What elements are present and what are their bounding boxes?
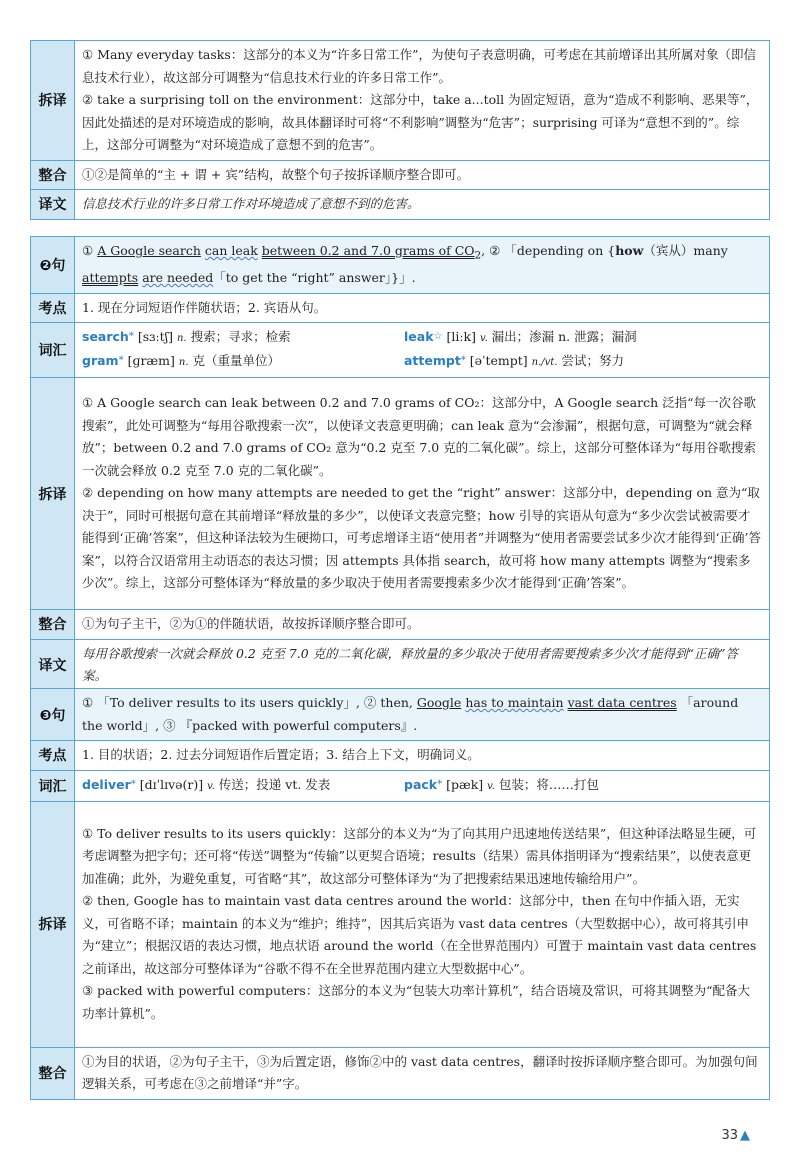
subject: Google — [416, 695, 462, 710]
predicate: can leak — [204, 243, 258, 258]
row-label-zhenghe: 整合 — [31, 610, 75, 640]
sentence-3 — [75, 689, 770, 741]
subject: A Google search — [97, 243, 201, 258]
chaiyi-part-1: ① Many everyday tasks：这部分的本义为“许多日常工作”，为使句子表意明确，可考虑在其前增译出其所属对象（即信息技术行业），故这部分可调整为“信息技术行业的许多日常工作”。 — [82, 47, 757, 85]
sentence-label-2: ❷句 — [31, 237, 75, 293]
chaiyi-part-2: ② depending on how many attempts are needed to get the “right” answer：这部分中，depending on 意为“取决于”，同时可根据句意在其前增译“释放量的多少”，以使译文表意完整；how 引导的宾语从句意为“多少次尝试被需要才能得到‘正确’答案”，但这种译法较为生硬拗口，可考虑增译主语“使用者”并调整为“使用者需要尝试多少次才能得到‘正确’答案”，以符合汉语常用主动语态的表达习惯；因 attempts 具体指 search，故可将 how many attempts 调整为“搜索多少次”。综上，这部分可整体译为“释放量的多少取决于使用者需要搜索多少次才能得到‘正确’答案”。 — [82, 485, 761, 591]
block-1 — [30, 40, 770, 220]
chaiyi-part-1: ① A Google search can leak between 0.2 and 7.0 grams of CO₂：这部分中，A Google search 泛指“每一次谷歌搜索”，此处可调整为“每用谷歌搜索一次”，以使译文表意更明确；can leak 意为“会渗漏”，根据句意，可调整为“就会释放”；between 0.2 and 7.0 grams of CO₂ 意为“0.2 克至 7.0 克的二氧化碳”。综上，这部分可整体译为“每用谷歌搜索一次就会释放 0.2 克至 7.0 克的二氧化碳”。 — [82, 395, 757, 478]
zhenghe-content: ①为目的状语，②为句子主干，③为后置定语，修饰②中的 vast data centres，翻译时按拆译顺序整合即可。为加强句间逻辑关系，可考虑在③之前增译“并”字。 — [75, 1047, 770, 1099]
block-3 — [30, 688, 770, 1100]
vocab-item: gram* [ɡræm] n. 克（重量单位） — [82, 353, 281, 368]
vocab-item: pack* [pæk] v. 包装；将……打包 — [404, 776, 599, 792]
num-2: ② — [363, 695, 377, 710]
chaiyi-content — [75, 378, 770, 610]
part-c: 『packed with powerful computers』. — [179, 717, 418, 733]
are-needed: are needed — [142, 270, 214, 285]
vocab-list — [75, 323, 770, 378]
zhenghe-content: ①为句子主干，②为①的伴随状语，故按拆译顺序整合即可。 — [75, 610, 770, 640]
num-1: ① — [82, 695, 94, 710]
sentence-label-3: ❸句 — [31, 689, 75, 741]
vocab-list — [75, 770, 770, 801]
row-label-kaodian: 考点 — [31, 741, 75, 771]
vocab-item: leak☆ [liːk] v. 漏出；渗漏 n. 泄露；漏洞 — [404, 329, 637, 344]
row-label-chaiyi: 拆译 — [31, 801, 75, 1047]
graduation-cap-icon: ▲ — [740, 1128, 750, 1143]
predicate: has to maintain — [465, 695, 564, 710]
num-3: ③ — [163, 717, 176, 733]
page-number: 33 ▲ — [721, 1128, 750, 1143]
block-2 — [30, 236, 770, 692]
part-c: 「to get the “right” answer」}」. — [213, 270, 416, 285]
part-b: （宾从）many — [643, 243, 728, 258]
how: how — [615, 243, 644, 258]
yiwen-content: 每用谷歌搜索一次就会释放 0.2 克至 7.0 克的二氧化碳，释放量的多少取决于使用者需要搜索多少次才能得到“正确”答案。 — [75, 639, 770, 691]
zhenghe-content: ①②是简单的“主 + 谓 + 宾”结构，故整个句子按拆译顺序整合即可。 — [75, 160, 770, 190]
sentence-2 — [75, 237, 770, 293]
num-1: ① — [82, 243, 94, 258]
then: then, — [376, 695, 417, 710]
row-label-zhenghe: 整合 — [31, 160, 75, 190]
vocab-item: search* [sɜːtʃ] n. 搜索；寻求；检索 — [82, 329, 291, 344]
row-label-cihui: 词汇 — [31, 770, 75, 801]
row-label-yiwen: 译文 — [31, 639, 75, 691]
num-2: ② — [489, 243, 501, 258]
part-a: 「depending on { — [504, 243, 616, 258]
chaiyi-content — [75, 801, 770, 1047]
kaodian-content: 1. 目的状语；2. 过去分词短语作后置定语；3. 结合上下文，明确词义。 — [75, 741, 770, 771]
part-b: 「around the world」, — [82, 695, 739, 733]
chaiyi-part-2: ② then, Google has to maintain vast data centres around the world：这部分中，then 在句中作插入语，无实义，可省略不译；maintain 的本义为“维护；维持”，因其后宾语为 vast data centres（大型数据中心），故可将其引申为“建立”；根据汉语的表达习惯，地点状语 around the world（在全世界范围内）可置于 maintain vast data centres 之前译出，故这部分可整体译为“谷歌不得不在全世界范围内建立大型数据中心”。 — [82, 893, 757, 976]
row-label-chaiyi: 拆译 — [31, 378, 75, 610]
part-a: 「To deliver results to its users quickly」, — [97, 695, 360, 710]
vocab-item: deliver* [dɪˈlɪvə(r)] v. 传送；投递 vt. 发表 — [82, 776, 331, 792]
chaiyi-part-3: ③ packed with powerful computers：这部分的本义为“包装大功率计算机”，结合语境及常识，可将其调整为“配备大功率计算机”。 — [82, 983, 750, 1021]
chaiyi-part-2: ② take a surprising toll on the environment：这部分中，take a...toll 为固定短语，意为“造成不利影响、恶果等”，因此处描述的是对环境造成的影响，故具体翻译时可将“不利影响”调整为“危害”；surprising 可译为“意想不到的”。综上，这部分可调整为“对环境造成了意想不到的危害”。 — [82, 92, 759, 152]
yiwen-content: 信息技术行业的许多日常工作对环境造成了意想不到的危害。 — [75, 190, 770, 219]
sep: , — [481, 243, 486, 258]
object: between 0.2 and 7.0 grams of $CO_2$ — [261, 243, 482, 262]
object: vast data centres — [567, 695, 677, 710]
attempts: attempts — [82, 270, 139, 285]
row-label-yiwen: 译文 — [31, 190, 75, 219]
chaiyi-part-1: ① To deliver results to its users quickly：这部分的本义为“为了向其用户迅速地传送结果”，但这种译法略显生硬，可考虑调整为把字句；还可将“传送”调整为“传输”以更契合语境；results（结果）需具体指明译为“搜索结果”，以使表意更加准确；此外，为避免重复，可省略“其”，故这部分可整体译为“为了把搜索结果迅速地传输给用户”。 — [82, 825, 757, 886]
kaodian-content: 1. 现在分词短语作伴随状语；2. 宾语从句。 — [75, 293, 770, 323]
vocab-item: attempt* [əˈtempt] n./vt. 尝试；努力 — [404, 353, 625, 368]
chaiyi-content — [75, 41, 770, 160]
row-label-kaodian: 考点 — [31, 293, 75, 323]
row-label-cihui: 词汇 — [31, 323, 75, 378]
row-label-zhenghe: 整合 — [31, 1047, 75, 1099]
row-label-chaiyi: 拆译 — [31, 41, 75, 160]
